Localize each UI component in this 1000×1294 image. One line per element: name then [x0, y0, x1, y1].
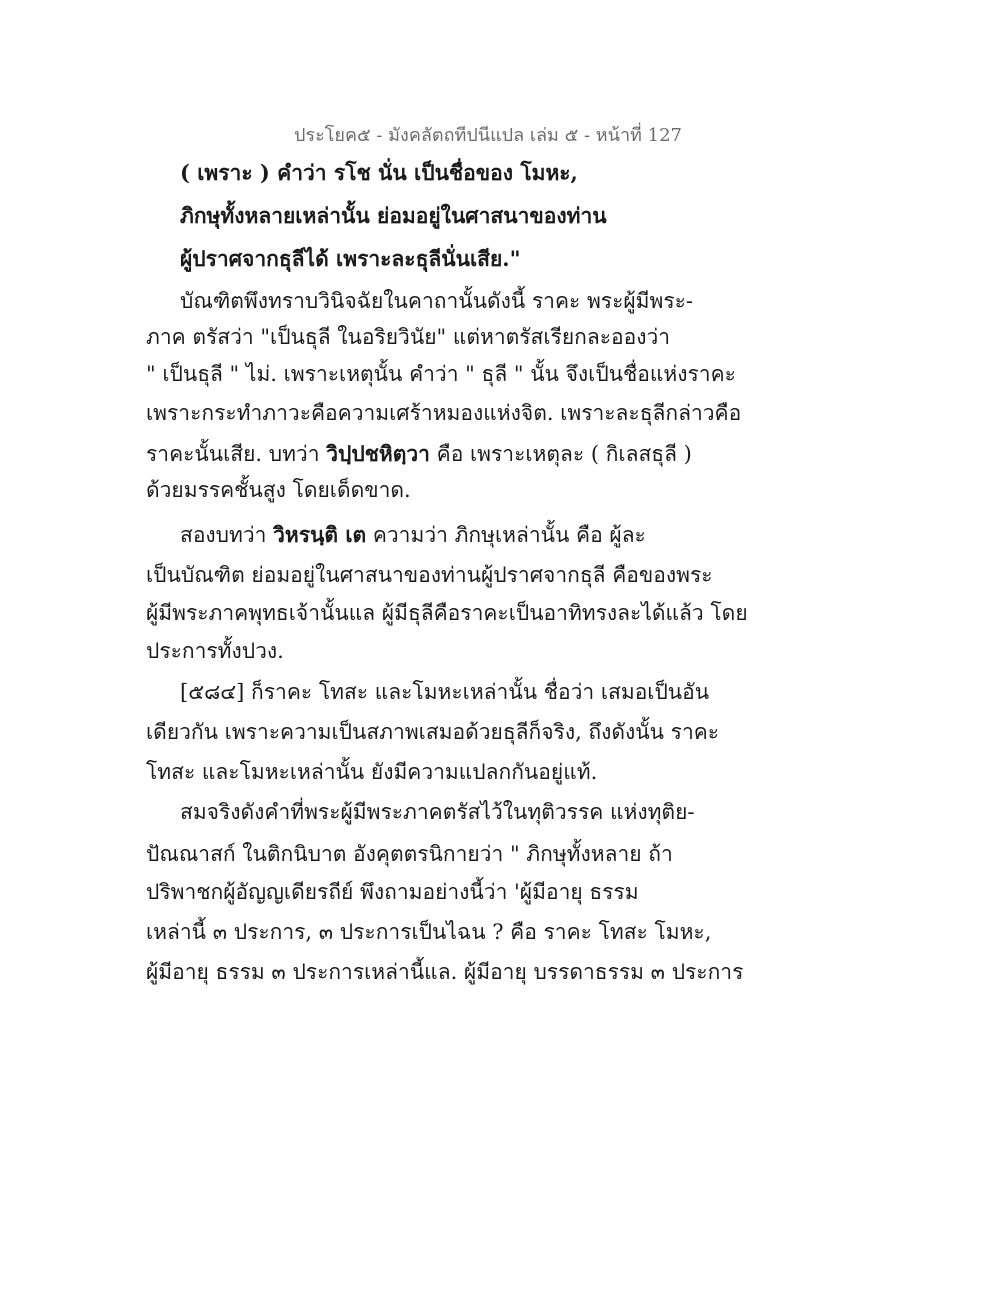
verse-line-3: ผู้ปราศจากธุลีได้ เพราะละธุลีนั่นเสีย." [180, 246, 521, 271]
p1-line-5 [146, 441, 692, 467]
pali-term-vippajahitva: วิปฺปชหิตฺวา [326, 441, 430, 466]
p1-line-1: บัณฑิตพึงทราบวินิจฉัยในคาถานั้นดังนี้ ราคะ พระผู้มีพระ- [180, 289, 693, 313]
page-header: ประโยค๕ - มังคลัตถทีปนีแปล เล่ม ๕ - หน้าที่ 127 [294, 125, 682, 146]
p1-line-5-text-a: ราคะนั้นเสีย. บทว่า [146, 442, 327, 466]
p2-line-4: ประการทั้งปวง. [146, 639, 284, 663]
p2-line-1-text-c: ความว่า ภิกษุเหล่านั้น คือ ผู้ละ [366, 523, 646, 547]
p3-line-2: เดียวกัน เพราะความเป็นสภาพเสมอด้วยธุลีก็จริง, ถึงดังนั้น ราคะ [146, 720, 720, 744]
p4-line-4: เหล่านี้ ๓ ประการ, ๓ ประการเป็นไฉน ? คือ ราคะ โทสะ โมหะ, [146, 920, 712, 944]
p2-line-1-text-a: สองบทว่า [180, 523, 274, 547]
p1-line-5-text-c: คือ เพราะเหตุละ ( กิเลสธุลี ) [429, 442, 692, 466]
verse-line-2: ภิกษุทั้งหลายเหล่านั้น ย่อมอยู่ในศาสนาของท่าน [180, 203, 607, 228]
p1-line-3: " เป็นธุลี " ไม่. เพราะเหตุนั้น คำว่า " ธุลี " นั้น จึงเป็นชื่อแห่งราคะ [146, 362, 736, 386]
p2-line-2: เป็นบัณฑิต ย่อมอยู่ในศาสนาของท่านผู้ปราศจากธุลี คือของพระ [146, 563, 713, 587]
p2-line-1 [180, 522, 646, 548]
p3-line-3: โทสะ และโมหะเหล่านั้น ยังมีความแปลกกันอยู่แท้. [146, 760, 598, 784]
verse-line-1: ( เพราะ ) คำว่า รโช นั่น เป็นชื่อของ โมหะ, [180, 160, 578, 185]
p4-line-2: ปัณณาสก์ ในติกนิบาต อังคุตตรนิกายว่า " ภิกษุทั้งหลาย ถ้า [146, 842, 673, 866]
p1-line-2: ภาค ตรัสว่า "เป็นธุลี ในอริยวินัย" แต่หาตรัสเรียกละอองว่า [146, 325, 671, 349]
p4-line-1: สมจริงดังคำที่พระผู้มีพระภาคตรัสไว้ในทุติวรรค แห่งทุติย- [180, 800, 695, 824]
p3-line-1: [๕๘๔] ก็ราคะ โทสะ และโมหะเหล่านั้น ชื่อว่า เสมอเป็นอัน [180, 680, 710, 704]
p4-line-5: ผู้มีอายุ ธรรม ๓ ประการเหล่านี้แล. ผู้มีอายุ บรรดาธรรม ๓ ประการ [146, 960, 744, 984]
p4-line-3: ปริพาชกผู้อัญญเดียรถีย์ พึงถามอย่างนี้ว่า 'ผู้มีอายุ ธรรม [146, 880, 639, 904]
p1-line-4: เพราะกระทำภาวะคือความเศร้าหมองแห่งจิต. เพราะละธุลีกล่าวคือ [146, 401, 742, 425]
p2-line-3: ผู้มีพระภาคพุทธเจ้านั้นแล ผู้มีธุลีคือราคะเป็นอาทิทรงละได้แล้ว โดย [146, 601, 748, 625]
pali-term-viharanti-te: วิหรนฺติ เต [273, 522, 367, 547]
p1-line-6: ด้วยมรรคชั้นสูง โดยเด็ดขาด. [146, 478, 411, 502]
